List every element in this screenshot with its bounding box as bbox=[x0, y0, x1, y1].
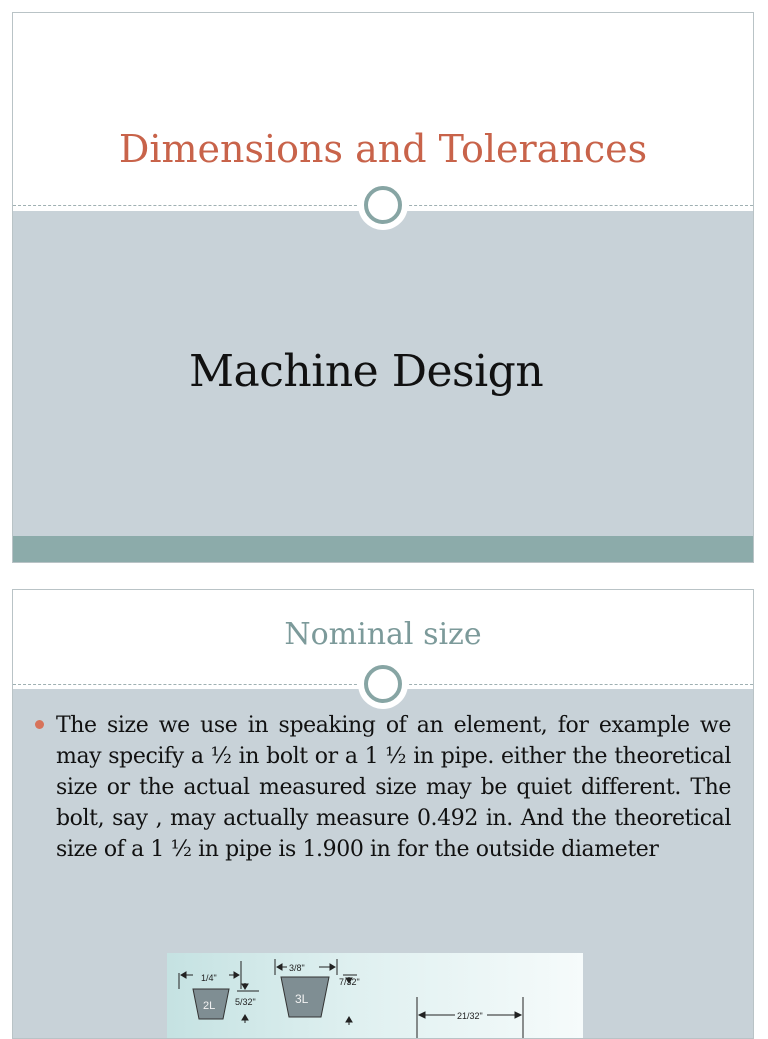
slide-1 bbox=[12, 12, 754, 563]
ring-ornament-icon bbox=[358, 180, 408, 230]
bullet-icon bbox=[35, 720, 44, 729]
belt-label-2l: 2L bbox=[203, 1000, 216, 1012]
dim-label-depth-2l: 5/32" bbox=[235, 997, 256, 1007]
dim-label-width-2l: 1/4" bbox=[201, 973, 217, 983]
slide-title: Dimensions and Tolerances bbox=[118, 127, 648, 171]
v-belt-diagram bbox=[167, 953, 583, 1039]
bottom-accent-bar bbox=[13, 536, 753, 562]
v-belt-section-figure bbox=[167, 953, 583, 1039]
slide-subtitle: Machine Design bbox=[189, 346, 544, 397]
title-area bbox=[13, 13, 753, 206]
belt-label-3l: 3L bbox=[295, 992, 309, 1006]
slide-2 bbox=[12, 589, 754, 1039]
dim-label-width-3l: 3/8" bbox=[289, 963, 305, 973]
bullet-text: The size we use in speaking of an element, for example we may specify a ½ in bolt or a 1 ½ in pipe. either the theoretical size or the actual measured size may be quiet different. The bolt, say , may actually measure 0.492 in. And the theoretical size of a 1 ½ in pipe is 1.900 in for the outside diameter bbox=[56, 713, 731, 862]
bullet-item bbox=[33, 710, 731, 865]
ring-ornament-icon bbox=[358, 659, 408, 709]
dim-label-span: 21/32" bbox=[457, 1011, 483, 1021]
slide-title: Nominal size bbox=[284, 617, 482, 652]
dim-label-depth-3l: 7/32" bbox=[339, 977, 360, 987]
